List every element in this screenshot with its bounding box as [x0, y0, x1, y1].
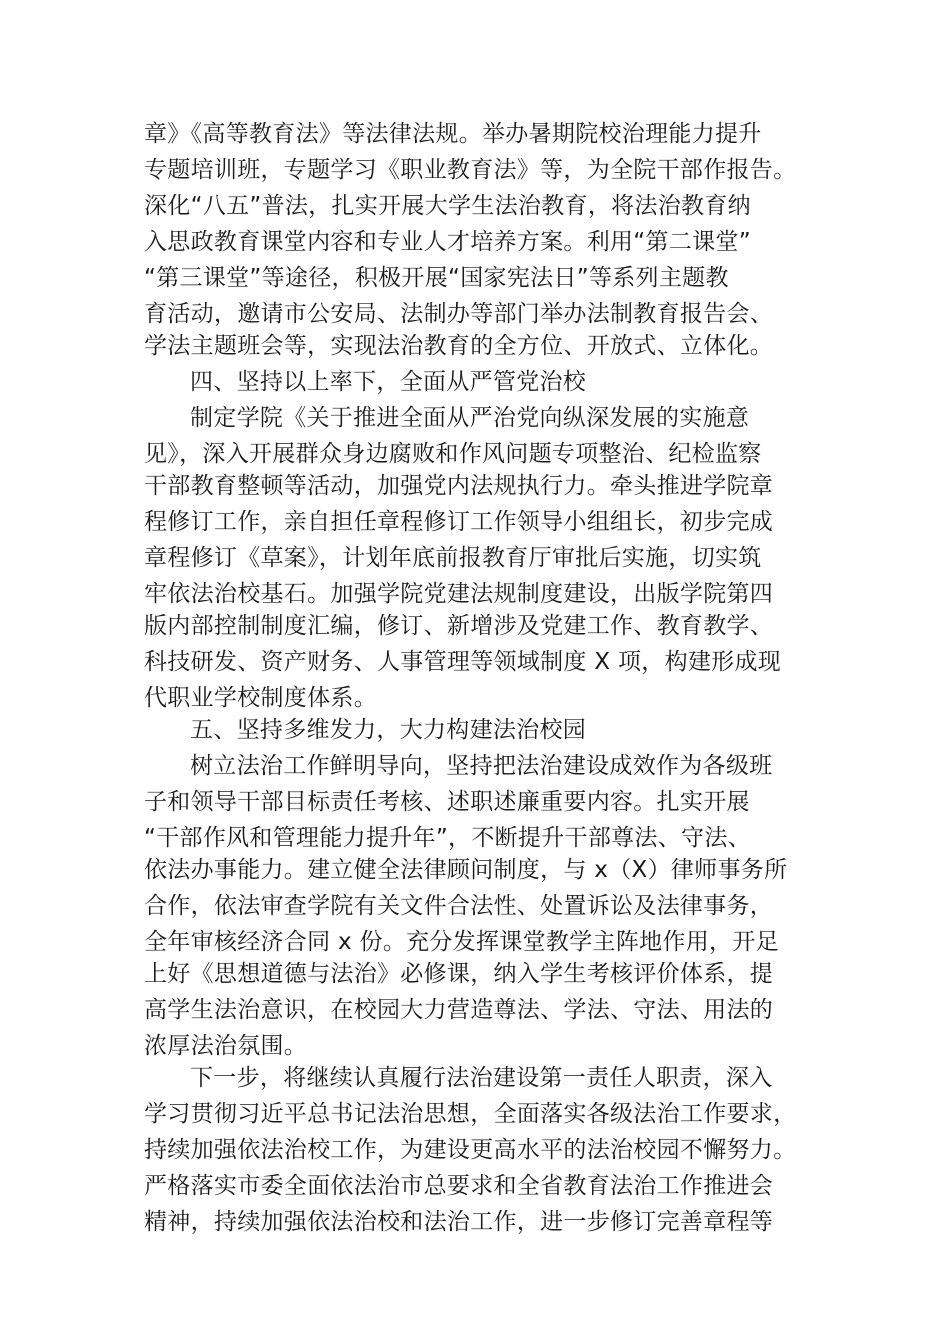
- text-line: 依法办事能力。建立健全法律顾问制度，与 x（X）律师事务所: [144, 857, 788, 883]
- paragraph-first-line: 下一步，将继续认真履行法治建设第一责任人职责，深入: [190, 1065, 773, 1091]
- text-line: 牢依法治校基石。加强学院党建法规制度建设，出版学院第四: [144, 581, 774, 607]
- text-line: “第三课堂”等途径，积极开展“国家宪法日”等系列主题教: [144, 265, 729, 291]
- text-line: 育活动，邀请市公安局、法制办等部门举办法制教育报告会、: [144, 301, 774, 327]
- text-line: 专题培训班，专题学习《职业教育法》等，为全院干部作报告。: [144, 157, 797, 183]
- text-line: 干部教育整顿等活动，加强党内法规执行力。牵头推进学院章: [144, 473, 774, 499]
- text-line: 上好《思想道德与法治》必修课，纳入学生考核评价体系，提: [144, 961, 774, 987]
- text-line: 精神，持续加强依法治校和法治工作，进一步修订完善章程等: [144, 1209, 774, 1235]
- text-line: 学习贯彻习近平总书记法治思想，全面落实各级法治工作要求，: [144, 1101, 797, 1127]
- section-heading: 五、坚持多维发力，大力构建法治校园: [190, 717, 587, 743]
- text-line: “干部作风和管理能力提升年”，不断提升干部尊法、守法、: [144, 825, 751, 851]
- text-line: 合作，依法审查学院有关文件合法性、处置诉讼及法律事务，: [144, 893, 774, 919]
- text-line: 入思政教育课堂内容和专业人才培养方案。利用“第二课堂”: [144, 229, 751, 255]
- text-line: 学法主题班会等，实现法治教育的全方位、开放式、立体化。: [144, 333, 774, 359]
- text-line: 高学生法治意识，在校园大力营造尊法、学法、守法、用法的: [144, 997, 774, 1023]
- text-line: 全年审核经济合同 x 份。充分发挥课堂教学主阵地作用，开足: [144, 929, 779, 955]
- paragraph-first-line: 制定学院《关于推进全面从严治党向纵深发展的实施意: [190, 405, 750, 431]
- text-line: 程修订工作，亲自担任章程修订工作领导小组组长，初步完成: [144, 509, 774, 535]
- text-line: 章》《高等教育法》等法律法规。举办暑期院校治理能力提升: [144, 121, 762, 147]
- text-line: 版内部控制制度汇编，修订、新增涉及党建工作、教育教学、: [144, 613, 774, 639]
- text-line: 章程修订《草案》，计划年底前报教育厅审批后实施，切实筑: [144, 545, 762, 571]
- text-line: 代职业学校制度体系。: [144, 685, 377, 711]
- text-line: 持续加强依法治校工作，为建设更高水平的法治校园不懈努力。: [144, 1137, 797, 1163]
- text-line: 科技研发、资产财务、人事管理等领域制度 X 项，构建形成现: [144, 649, 782, 675]
- text-line: 严格落实市委全面依法治市总要求和全省教育法治工作推进会: [144, 1173, 774, 1199]
- text-line: 见》，深入开展群众身边腐败和作风问题专项整治、纪检监察: [144, 441, 762, 467]
- text-line: 子和领导干部目标责任考核、述职述廉重要内容。扎实开展: [144, 789, 750, 815]
- section-heading: 四、坚持以上率下，全面从严管党治校: [190, 369, 587, 395]
- text-line: 浓厚法治氛围。: [144, 1033, 308, 1059]
- text-line: 深化“八五”普法，扎实开展大学生法治教育，将法治教育纳: [144, 193, 751, 219]
- paragraph-first-line: 树立法治工作鲜明导向，坚持把法治建设成效作为各级班: [190, 753, 773, 779]
